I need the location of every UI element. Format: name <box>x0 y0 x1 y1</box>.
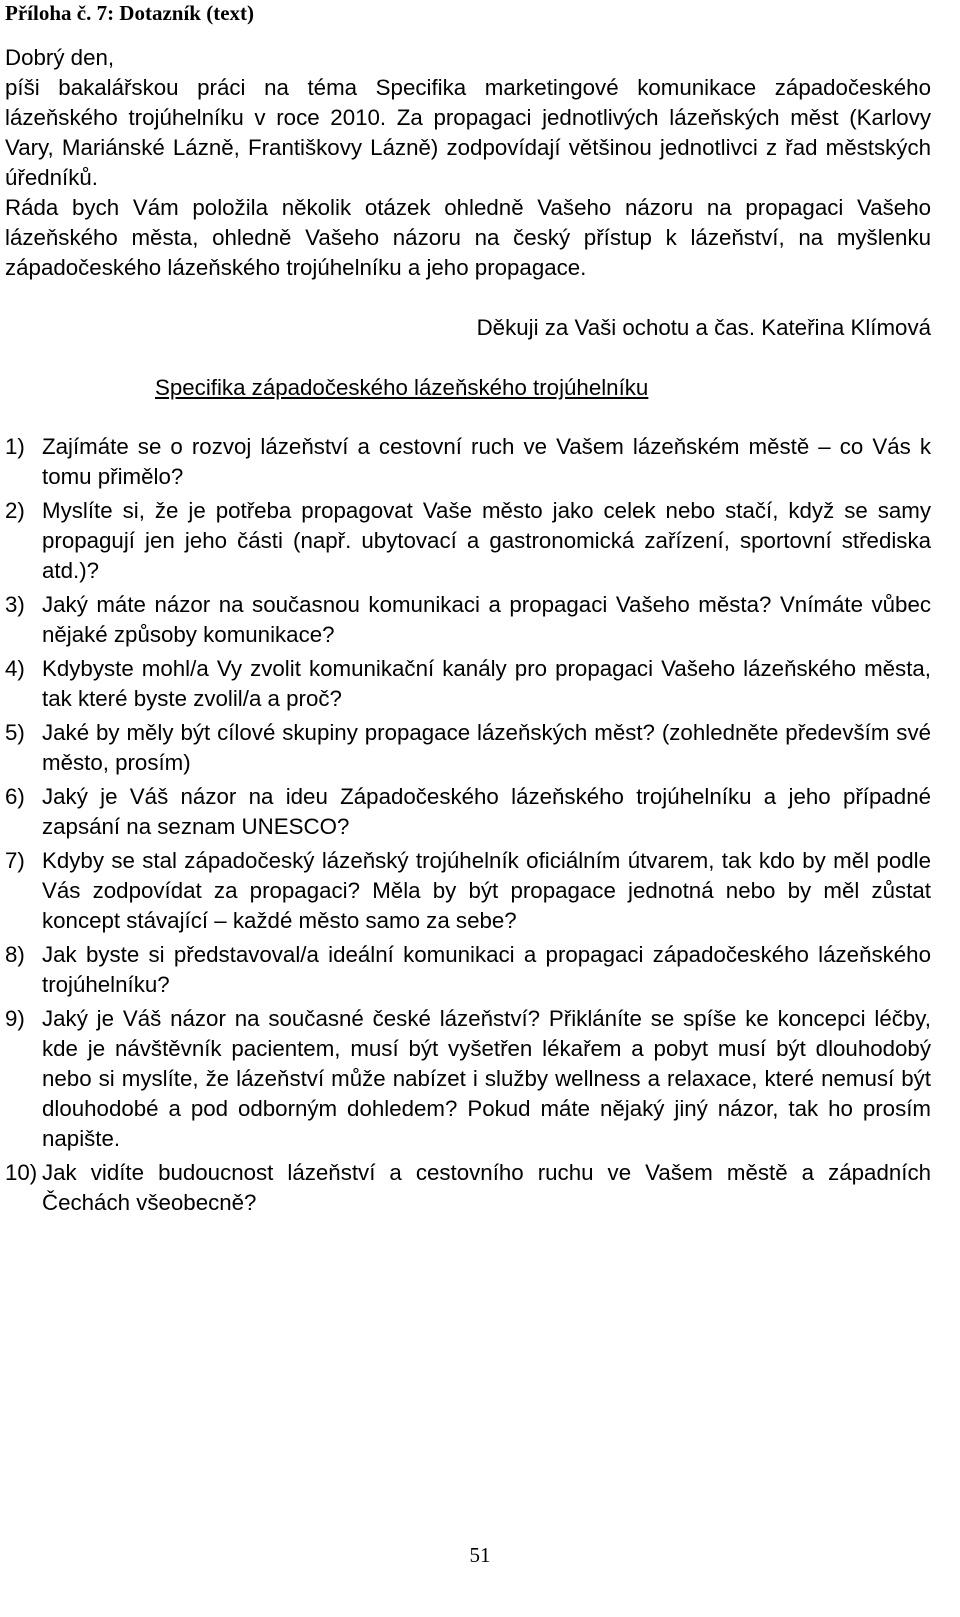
question-item <box>5 590 931 650</box>
question-item <box>5 1004 931 1154</box>
question-number: 5) <box>5 720 25 745</box>
intro-text <box>5 73 931 283</box>
question-item <box>5 1158 931 1218</box>
question-number: 3) <box>5 592 25 617</box>
section-title: Specifika západočeského lázeňského trojúhelníku <box>155 375 649 400</box>
question-item <box>5 496 931 586</box>
question-number: 4) <box>5 656 25 681</box>
question-text: Jak byste si představoval/a ideální komunikaci a propagaci západočeského lázeňského trojúhelníku? <box>42 942 931 997</box>
question-text: Jaký je Váš názor na ideu Západočeského lázeňského trojúhelníku a jeho případné zapsání na seznam UNESCO? <box>42 784 931 839</box>
question-text: Jaký je Váš názor na současné české lázeňství? Přikláníte se spíše ke koncepci léčby, kde je návštěvník pacientem, musí být vyšetřen lékařem a pobyt musí být dlouhodobý nebo si myslíte, že lázeňství může nabízet i služby wellness a relaxace, které nemusí být dlouhodobé a pod odborným dohledem? Pokud máte nějaký jiný názor, tak ho prosím napište. <box>42 1006 931 1151</box>
question-number: 6) <box>5 784 25 809</box>
appendix-heading: Příloha č. 7: Dotazník (text) <box>5 1 255 25</box>
question-text: Zajímáte se o rozvoj lázeňství a cestovní ruch ve Vašem lázeňském městě – co Vás k tomu přimělo? <box>42 434 931 489</box>
question-item <box>5 654 931 714</box>
question-number: 7) <box>5 848 25 873</box>
question-number: 10) <box>5 1160 38 1185</box>
intro-paragraph: Ráda bych Vám položila několik otázek ohledně Vašeho názoru na propagaci Vašeho lázeňského města, ohledně Vašeho názoru na český přístup k lázeňství, na myšlenku západočeského lázeňského trojúhelníku a jeho propagace. <box>5 195 931 280</box>
page-number: 51 <box>469 1543 491 1567</box>
question-list <box>5 432 931 1222</box>
question-item <box>5 718 931 778</box>
thanks-signature: Děkuji za Vaši ochotu a čas. Kateřina Klímová <box>476 315 931 340</box>
question-item <box>5 432 931 492</box>
question-text: Kdybyste mohl/a Vy zvolit komunikační kanály pro propagaci Vašeho lázeňského města, tak které byste zvolil/a a proč? <box>42 656 931 711</box>
question-item <box>5 782 931 842</box>
intro-paragraph: píši bakalářskou práci na téma Specifika marketingové komunikace západočeského lázeňského trojúhelníku v roce 2010. Za propagaci jednotlivých lázeňských měst (Karlovy Vary, Mariánské Lázně, Františkovy Lázně) zodpovídají většinou jednotlivci z řad městských úředníků. <box>5 75 931 190</box>
question-text: Kdyby se stal západočeský lázeňský trojúhelník oficiálním útvarem, tak kdo by měl podle Vás zodpovídat za propagaci? Měla by být propagace jednotná nebo by měl zůstat koncept stávající – každé město samo za sebe? <box>42 848 931 933</box>
greeting: Dobrý den, <box>5 45 115 70</box>
question-item <box>5 940 931 1000</box>
question-number: 2) <box>5 498 25 523</box>
question-number: 9) <box>5 1006 25 1031</box>
question-text: Jaké by měly být cílové skupiny propagace lázeňských měst? (zohledněte především své město, prosím) <box>42 720 931 775</box>
question-text: Jaký máte názor na současnou komunikaci a propagaci Vašeho města? Vnímáte vůbec nějaké způsoby komunikace? <box>42 592 931 647</box>
question-text: Jak vidíte budoucnost lázeňství a cestovního ruchu ve Vašem městě a západních Čechách všeobecně? <box>42 1160 931 1215</box>
question-number: 8) <box>5 942 25 967</box>
question-item <box>5 846 931 936</box>
question-number: 1) <box>5 434 25 459</box>
question-text: Myslíte si, že je potřeba propagovat Vaše město jako celek nebo stačí, když se samy propagují jen jeho části (např. ubytovací a gastronomická zařízení, sportovní střediska atd.)? <box>42 498 931 583</box>
